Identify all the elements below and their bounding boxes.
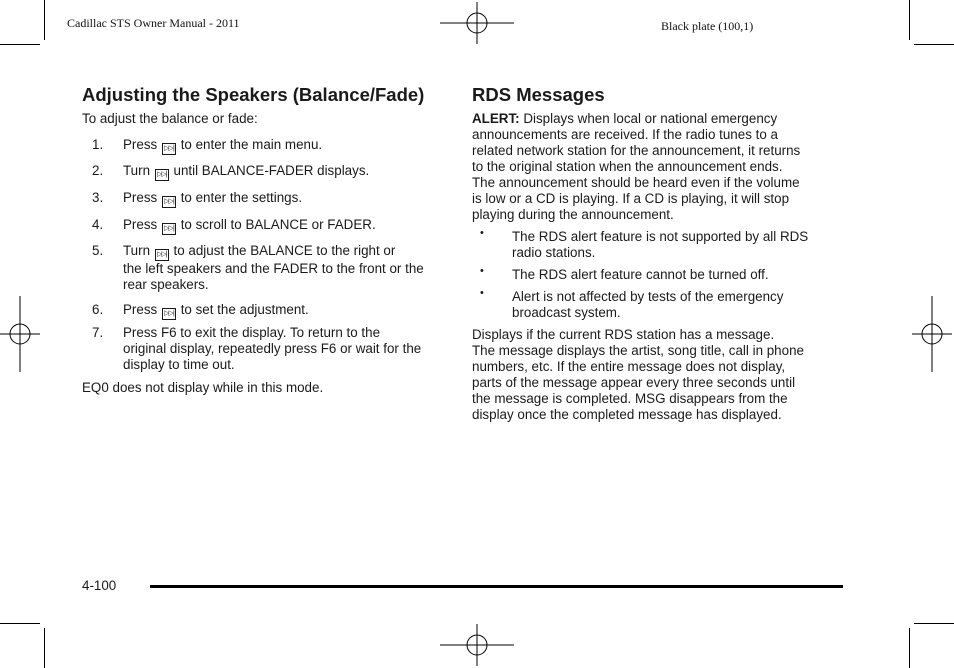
list-item-bullet-1: • The RDS alert feature is not supported by all RDS radio stations. (480, 227, 809, 260)
registration-mark-icon (440, 624, 514, 666)
section-title-rds-messages: RDS Messages (472, 84, 605, 105)
list-item-step-4: 4. Press ▷▷| to scroll to BALANCE or FADER. (92, 217, 452, 233)
crop-mark (914, 623, 954, 624)
crop-mark (44, 628, 45, 668)
registration-mark-icon (0, 296, 40, 372)
seek-forward-icon: ▷▷| (155, 249, 169, 261)
crop-mark (44, 0, 45, 40)
msg-paragraph: Displays if the current RDS station has a message. The message displays the artist, song title, call in phone numbers, etc. If the entire message does not display, parts of the message appear every three seconds until the message is completed. MSG disappears from the display once the completed message has displayed. (472, 327, 804, 422)
crop-mark (909, 628, 910, 668)
list-item-step-2: 2. Turn ▷▷| until BALANCE-FADER displays. (92, 163, 452, 179)
registration-mark-icon (440, 2, 514, 44)
intro-text: To adjust the balance or fade: (82, 111, 258, 126)
seek-forward-icon: ▷▷| (155, 169, 169, 181)
list-item-bullet-3: • Alert is not affected by tests of the emergency broadcast system. (480, 287, 784, 320)
bullet-icon: • (480, 265, 484, 277)
crop-mark (0, 44, 40, 45)
crop-mark (914, 44, 954, 45)
crop-mark (909, 0, 910, 40)
list-item-step-7: 7. Press F6 to exit the display. To return to the original display, repeatedly press F6 or wait for the display to time out. (92, 325, 422, 372)
list-item-step-5: 5. Turn ▷▷| to adjust the BALANCE to the right or the left speakers and the FADER to the front or the rear speakers. (92, 243, 424, 292)
alert-paragraph: ALERT: Displays when local or national emergency announcements are received. If the radio tunes to a related network station for the announcement, it returns to the original station when the announcement ends. The announcement should be heard even if the volume is low or a CD is playing. If a CD is playing, it will stop playing during the announcement. (472, 111, 801, 222)
list-item-step-1: 1. Press ▷▷| to enter the main menu. (92, 137, 452, 153)
page-number: 4-100 (82, 578, 117, 593)
crop-mark (0, 623, 40, 624)
bullet-icon: • (480, 227, 484, 239)
seek-forward-icon: ▷▷| (162, 196, 176, 208)
seek-forward-icon: ▷▷| (162, 223, 176, 235)
closing-text: EQ0 does not display while in this mode. (82, 380, 324, 395)
list-item-bullet-2: • The RDS alert feature cannot be turned off. (480, 265, 769, 282)
header-right: Black plate (100,1) (661, 19, 754, 33)
alert-label: ALERT: (472, 111, 520, 126)
seek-forward-icon: ▷▷| (162, 308, 176, 320)
header-left: Cadillac STS Owner Manual - 2011 (67, 16, 240, 30)
footer-rule (150, 585, 843, 588)
list-item-step-3: 3. Press ▷▷| to enter the settings. (92, 190, 452, 206)
section-title-balance-fade: Adjusting the Speakers (Balance/Fade) (82, 84, 425, 105)
bullet-icon: • (480, 287, 484, 299)
registration-mark-icon (912, 296, 952, 372)
list-item-step-6: 6. Press ▷▷| to set the adjustment. (92, 302, 452, 318)
seek-forward-icon: ▷▷| (162, 143, 176, 155)
